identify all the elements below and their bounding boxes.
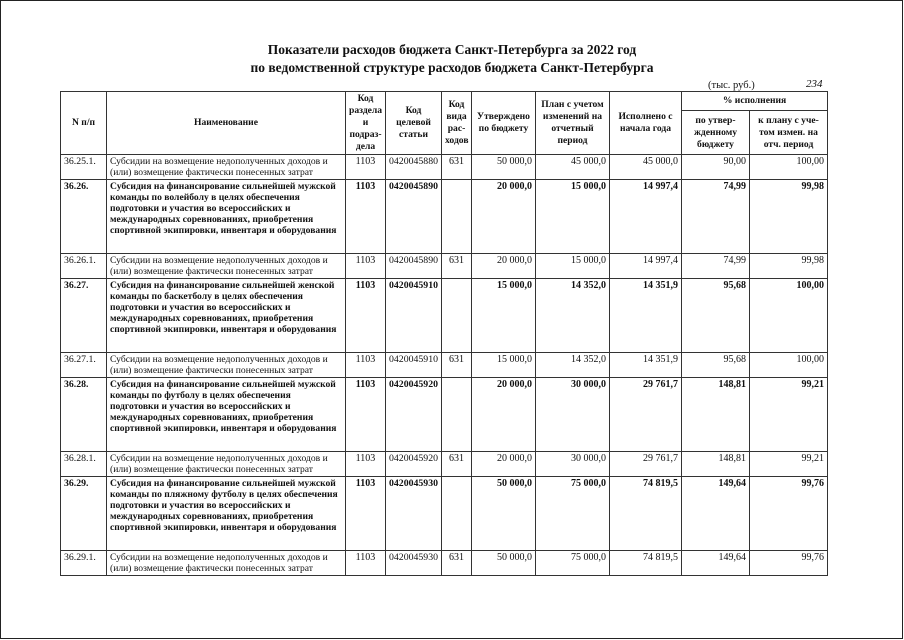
table-row-section xyxy=(61,279,828,353)
row-index: 36.25.1. xyxy=(61,155,107,180)
header-pct-group: % исполнения xyxy=(682,92,828,111)
budget-table xyxy=(60,91,828,576)
row-pct-approved: 149,64 xyxy=(682,477,750,551)
row-pct-approved: 74,99 xyxy=(682,180,750,254)
header-pct-approved: по утвер-жденному бюджету xyxy=(682,111,750,155)
row-plan: 14 352,0 xyxy=(536,279,610,353)
row-target-code: 0420045930 xyxy=(386,551,442,576)
row-target-code: 0420045920 xyxy=(386,452,442,477)
row-pct-plan: 100,00 xyxy=(750,353,828,378)
row-pct-approved: 149,64 xyxy=(682,551,750,576)
row-name: Субсидия на финансирование сильнейшей мужской команды по футболу в целях обеспечения подготовки и участия во всероссийских и международных соревнованиях, приобретения спортивной экипировки, инвентаря и оборудования xyxy=(107,378,346,452)
row-executed: 45 000,0 xyxy=(610,155,682,180)
row-kind-code: 631 xyxy=(442,353,472,378)
row-executed: 29 761,7 xyxy=(610,378,682,452)
row-pct-plan: 99,21 xyxy=(750,378,828,452)
page-number: 234 xyxy=(806,78,823,90)
row-approved: 20 000,0 xyxy=(472,452,536,477)
row-section-code: 1103 xyxy=(346,353,386,378)
row-kind-code: 631 xyxy=(442,551,472,576)
row-pct-plan: 99,98 xyxy=(750,180,828,254)
row-pct-plan: 99,76 xyxy=(750,551,828,576)
row-section-code: 1103 xyxy=(346,254,386,279)
table-row xyxy=(61,452,828,477)
row-pct-plan: 99,21 xyxy=(750,452,828,477)
report-subtitle: по ведомственной структуре расходов бюджета Санкт-Петербурга xyxy=(250,60,654,75)
table-row xyxy=(61,551,828,576)
row-section-code: 1103 xyxy=(346,378,386,452)
row-executed: 29 761,7 xyxy=(610,452,682,477)
row-approved: 50 000,0 xyxy=(472,477,536,551)
row-index: 36.28.1. xyxy=(61,452,107,477)
row-pct-plan: 100,00 xyxy=(750,155,828,180)
row-plan: 30 000,0 xyxy=(536,452,610,477)
report-title: Показатели расходов бюджета Санкт-Петербурга за 2022 год xyxy=(267,42,637,57)
row-section-code: 1103 xyxy=(346,180,386,254)
row-kind-code xyxy=(442,180,472,254)
row-approved: 15 000,0 xyxy=(472,353,536,378)
row-plan: 75 000,0 xyxy=(536,477,610,551)
header-pct-plan: к плану с уче-том измен. на отч. период xyxy=(750,111,828,155)
header-plan: План с учетом изменений на отчетный период xyxy=(536,92,610,155)
row-executed: 14 997,4 xyxy=(610,180,682,254)
header-target-code: Код целевой статьи xyxy=(386,92,442,155)
row-pct-plan: 100,00 xyxy=(750,279,828,353)
row-kind-code xyxy=(442,477,472,551)
row-target-code: 0420045910 xyxy=(386,279,442,353)
header-kind-code: Код вида рас-ходов xyxy=(442,92,472,155)
row-name: Субсидии на возмещение недополученных доходов и (или) возмещение фактически понесенных затрат xyxy=(107,452,346,477)
row-target-code: 0420045890 xyxy=(386,254,442,279)
row-name: Субсидии на возмещение недополученных доходов и (или) возмещение фактически понесенных затрат xyxy=(107,551,346,576)
table-body xyxy=(61,155,828,576)
row-name: Субсидия на финансирование сильнейшей мужской команды по пляжному футболу в целях обеспечения подготовки и участия во всероссийских и международных соревнованиях, приобретения спортивной экипировки, инвентаря и оборудования xyxy=(107,477,346,551)
row-section-code: 1103 xyxy=(346,477,386,551)
row-target-code: 0420045930 xyxy=(386,477,442,551)
row-plan: 45 000,0 xyxy=(536,155,610,180)
row-approved: 20 000,0 xyxy=(472,180,536,254)
row-section-code: 1103 xyxy=(346,452,386,477)
row-executed: 74 819,5 xyxy=(610,477,682,551)
row-kind-code: 631 xyxy=(442,254,472,279)
row-approved: 50 000,0 xyxy=(472,551,536,576)
table-row-section xyxy=(61,477,828,551)
row-approved: 20 000,0 xyxy=(472,378,536,452)
row-pct-approved: 95,68 xyxy=(682,353,750,378)
row-pct-approved: 95,68 xyxy=(682,279,750,353)
header-approved: Утверждено по бюджету xyxy=(472,92,536,155)
row-plan: 30 000,0 xyxy=(536,378,610,452)
table-row-section xyxy=(61,378,828,452)
row-index: 36.26. xyxy=(61,180,107,254)
row-pct-approved: 74,99 xyxy=(682,254,750,279)
header-name: Наименование xyxy=(107,92,346,155)
row-kind-code xyxy=(442,279,472,353)
row-index: 36.27. xyxy=(61,279,107,353)
row-name: Субсидия на финансирование сильнейшей женской команды по баскетболу в целях обеспечения подготовки и участия во всероссийских и международных соревнованиях, приобретения спортивной экипировки, инвентаря и оборудования xyxy=(107,279,346,353)
row-index: 36.28. xyxy=(61,378,107,452)
row-index: 36.29.1. xyxy=(61,551,107,576)
row-plan: 15 000,0 xyxy=(536,180,610,254)
row-approved: 50 000,0 xyxy=(472,155,536,180)
row-kind-code: 631 xyxy=(442,155,472,180)
table-row xyxy=(61,254,828,279)
row-target-code: 0420045880 xyxy=(386,155,442,180)
row-index: 36.26.1. xyxy=(61,254,107,279)
row-pct-plan: 99,98 xyxy=(750,254,828,279)
row-target-code: 0420045910 xyxy=(386,353,442,378)
row-name: Субсидии на возмещение недополученных доходов и (или) возмещение фактически понесенных затрат xyxy=(107,155,346,180)
row-name: Субсидии на возмещение недополученных доходов и (или) возмещение фактически понесенных затрат xyxy=(107,254,346,279)
row-executed: 74 819,5 xyxy=(610,551,682,576)
row-index: 36.27.1. xyxy=(61,353,107,378)
row-target-code: 0420045890 xyxy=(386,180,442,254)
row-pct-plan: 99,76 xyxy=(750,477,828,551)
row-plan: 75 000,0 xyxy=(536,551,610,576)
table-row xyxy=(61,155,828,180)
table-row xyxy=(61,353,828,378)
row-section-code: 1103 xyxy=(346,551,386,576)
row-name: Субсидии на возмещение недополученных доходов и (или) возмещение фактически понесенных затрат xyxy=(107,353,346,378)
row-index: 36.29. xyxy=(61,477,107,551)
row-pct-approved: 148,81 xyxy=(682,378,750,452)
row-section-code: 1103 xyxy=(346,279,386,353)
header-idx: N п/п xyxy=(61,92,107,155)
row-pct-approved: 148,81 xyxy=(682,452,750,477)
row-executed: 14 351,9 xyxy=(610,279,682,353)
header-executed: Исполнено с начала года xyxy=(610,92,682,155)
row-plan: 15 000,0 xyxy=(536,254,610,279)
table-row-section xyxy=(61,180,828,254)
row-kind-code: 631 xyxy=(442,452,472,477)
row-pct-approved: 90,00 xyxy=(682,155,750,180)
row-approved: 15 000,0 xyxy=(472,279,536,353)
units-label: (тыс. руб.) xyxy=(708,80,755,91)
row-executed: 14 351,9 xyxy=(610,353,682,378)
row-section-code: 1103 xyxy=(346,155,386,180)
header-section-code: Код раздела и подраз-дела xyxy=(346,92,386,155)
row-name: Субсидия на финансирование сильнейшей мужской команды по волейболу в целях обеспечения подготовки и участия во всероссийских и международных соревнованиях, приобретения спортивной экипировки, инвентаря и оборудования xyxy=(107,180,346,254)
row-approved: 20 000,0 xyxy=(472,254,536,279)
row-kind-code xyxy=(442,378,472,452)
row-target-code: 0420045920 xyxy=(386,378,442,452)
row-executed: 14 997,4 xyxy=(610,254,682,279)
row-plan: 14 352,0 xyxy=(536,353,610,378)
